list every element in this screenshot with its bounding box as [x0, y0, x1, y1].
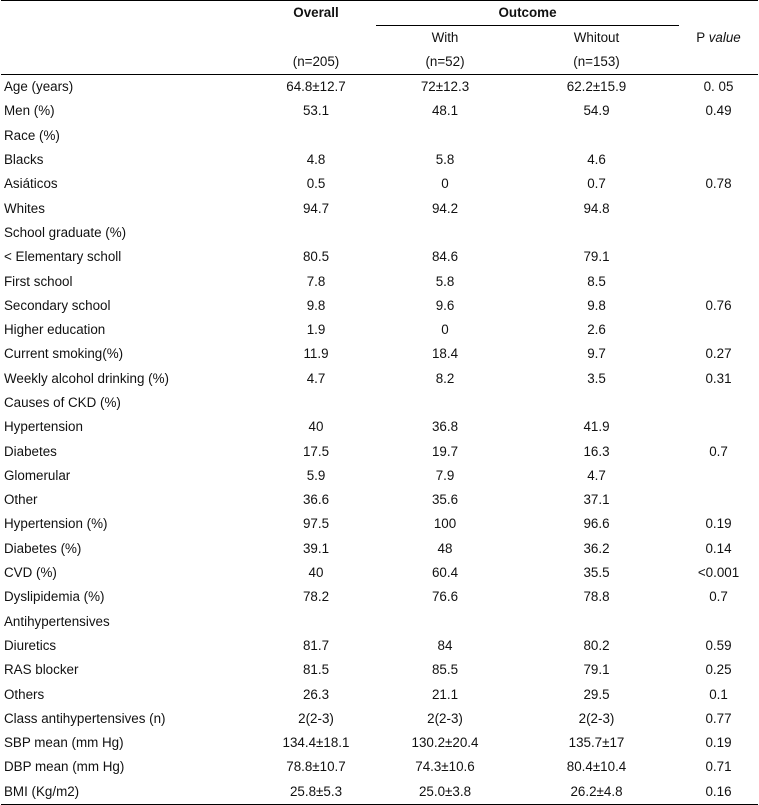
- row-label: First school: [4, 273, 73, 289]
- cell-whitout: 2(2-3): [578, 710, 615, 726]
- table-row: [1, 707, 758, 731]
- cell-overall: 81.5: [302, 662, 330, 678]
- header-n-overall: (n=205): [256, 50, 376, 75]
- cell-p-value: 0.7: [709, 443, 728, 459]
- row-label: BMI (Kg/m2): [1, 780, 256, 805]
- cell-whitout: 78.8: [583, 589, 610, 605]
- header-row-2: [1, 26, 758, 51]
- cell-overall: 25.8±5.3: [256, 780, 376, 805]
- table-row: [1, 464, 758, 488]
- cell-overall: 4.7: [306, 370, 326, 386]
- cell-p-value: 0.14: [705, 540, 732, 556]
- table-row: [1, 634, 758, 658]
- cell-whitout: [514, 610, 679, 634]
- table-row: [1, 342, 758, 366]
- table-row: [1, 148, 758, 172]
- row-label: Current smoking(%): [4, 346, 124, 362]
- header-empty-cell: [1, 50, 256, 75]
- cell-overall: 40: [308, 565, 324, 581]
- header-n-with: (n=52): [376, 50, 514, 75]
- table-row: [1, 196, 758, 220]
- table-row: [1, 755, 758, 779]
- cell-with: 48: [437, 540, 453, 556]
- cell-p-value: [679, 148, 758, 172]
- header-empty-cell: [1, 26, 256, 51]
- cell-whitout: 8.5: [587, 273, 606, 289]
- cell-p-value: <0.001: [697, 565, 740, 581]
- cell-p-value: [679, 391, 758, 415]
- cell-whitout: 37.1: [583, 492, 610, 508]
- table-row: [1, 391, 758, 415]
- cell-p-value: 0.27: [705, 346, 732, 362]
- cell-p-value: [679, 269, 758, 293]
- cell-whitout: 4.7: [587, 467, 606, 483]
- cell-overall: 39.1: [302, 540, 330, 556]
- row-label: Glomerular: [4, 467, 71, 483]
- row-label: SBP mean (mm Hg): [4, 735, 124, 751]
- cell-with: 25.0±3.8: [376, 780, 514, 805]
- cell-with: [376, 391, 514, 415]
- table-body: [1, 75, 758, 805]
- cell-whitout: 9.7: [587, 346, 606, 362]
- row-label: Causes of CKD (%): [4, 395, 121, 410]
- cell-with: 5.8: [435, 152, 455, 168]
- cell-p-value: [679, 610, 758, 634]
- cell-overall: 4.8: [306, 152, 326, 168]
- cell-whitout: 3.5: [587, 370, 606, 386]
- row-label: RAS blocker: [4, 662, 79, 678]
- cell-overall: [256, 610, 376, 634]
- table-row: [1, 658, 758, 682]
- header-whitout: Whitout: [573, 30, 620, 45]
- table-row: [1, 318, 758, 342]
- cell-with: 60.4: [431, 565, 459, 581]
- row-label: Secondary school: [4, 297, 111, 313]
- cell-p-value: [679, 488, 758, 512]
- cell-whitout: 80.4±10.4: [566, 759, 627, 775]
- row-label: Other: [4, 492, 38, 508]
- cell-p-value: [679, 124, 758, 148]
- cell-p-value: [679, 196, 758, 220]
- cell-p-value: 0.49: [705, 103, 732, 119]
- row-label: Asiáticos: [4, 176, 58, 192]
- cell-overall: 64.8±12.7: [286, 79, 346, 95]
- row-label: Men (%): [4, 103, 55, 119]
- cell-p-value: 0.1: [709, 686, 728, 702]
- cell-with: 21.1: [431, 686, 459, 702]
- cell-with: 2(2-3): [427, 710, 463, 726]
- cell-whitout: 79.1: [583, 662, 610, 678]
- table-row: [1, 221, 758, 245]
- cell-overall: 81.7: [302, 637, 330, 653]
- row-label: Hypertension: [4, 419, 83, 435]
- header-empty-cell: [256, 26, 376, 51]
- cell-with: 74.3±10.6: [415, 759, 475, 775]
- header-overall: Overall: [256, 1, 376, 26]
- cell-p-value: 0.76: [705, 297, 732, 313]
- cell-whitout: 80.2: [583, 637, 610, 653]
- cell-whitout: 0.7: [587, 176, 606, 192]
- row-label: Weekly alcohol drinking (%): [4, 370, 169, 386]
- cell-overall: 7.8: [306, 273, 326, 289]
- cell-with: 100: [433, 516, 457, 532]
- cell-p-value: 0.19: [705, 735, 732, 751]
- cell-overall: 40: [308, 419, 324, 435]
- cell-whitout: 41.9: [583, 419, 610, 435]
- cell-overall: 17.5: [302, 443, 330, 459]
- row-label: Whites: [4, 200, 45, 216]
- table-row: [1, 537, 758, 561]
- header-n-whitout: (n=153): [514, 50, 679, 75]
- table-row: [1, 439, 758, 463]
- cell-p-value: 0.78: [705, 176, 732, 192]
- characteristics-table: [1, 0, 758, 805]
- cell-whitout: [514, 124, 679, 148]
- cell-with: 9.6: [435, 297, 455, 313]
- cell-overall: 9.8: [306, 297, 326, 313]
- cell-p-value: 0.19: [705, 516, 732, 532]
- cell-with: 85.5: [431, 662, 459, 678]
- cell-whitout: 26.2±4.8: [514, 780, 679, 805]
- table-row: [1, 610, 758, 634]
- cell-with: [376, 124, 514, 148]
- cell-with: [376, 221, 514, 245]
- header-empty-cell: [679, 50, 758, 75]
- row-label: Dyslipidemia (%): [4, 589, 105, 605]
- cell-p-value: [679, 415, 758, 439]
- header-row-1: [1, 1, 758, 26]
- cell-with: 84.6: [431, 249, 459, 265]
- cell-with: 0: [441, 322, 449, 338]
- cell-with: 94.2: [431, 200, 459, 216]
- cell-whitout: 2.6: [587, 322, 606, 338]
- cell-overall: 5.9: [306, 467, 326, 483]
- cell-p-value: [679, 464, 758, 488]
- table-row: [1, 245, 758, 269]
- cell-overall: 26.3: [302, 686, 330, 702]
- table-row: [1, 585, 758, 609]
- header-p-italic: value: [708, 29, 741, 45]
- cell-whitout: 54.9: [583, 103, 610, 119]
- table-row: [1, 561, 758, 585]
- cell-overall: 134.4±18.1: [282, 735, 350, 751]
- cell-whitout: 29.5: [583, 686, 610, 702]
- cell-with: 18.4: [431, 346, 459, 362]
- cell-with: 19.7: [431, 443, 459, 459]
- cell-overall: 80.5: [302, 249, 330, 265]
- cell-overall: 97.5: [302, 516, 330, 532]
- cell-p-value: 0.7: [709, 589, 728, 605]
- table-row: [1, 682, 758, 706]
- cell-whitout: 4.6: [587, 152, 606, 168]
- table-row: [1, 99, 758, 123]
- cell-p-value: 0.71: [705, 759, 732, 775]
- cell-whitout: 36.2: [583, 540, 610, 556]
- row-label: Diuretics: [4, 637, 57, 653]
- cell-whitout: 16.3: [583, 443, 610, 459]
- header-empty-cell: [679, 1, 758, 26]
- row-label: Class antihypertensives (n): [4, 710, 166, 726]
- cell-with: 5.8: [435, 273, 455, 289]
- cell-with: 84: [437, 637, 453, 653]
- table-row: [1, 269, 758, 293]
- cell-with: [376, 610, 514, 634]
- cell-overall: 94.7: [302, 200, 330, 216]
- cell-whitout: 79.1: [583, 249, 610, 265]
- row-label: DBP mean (mm Hg): [4, 759, 125, 775]
- cell-p-value: 0.25: [705, 662, 732, 678]
- cell-whitout: [514, 391, 679, 415]
- table-row: [1, 124, 758, 148]
- cell-with: 130.2±20.4: [411, 735, 479, 751]
- header-outcome: Outcome: [376, 1, 679, 26]
- cell-p-value: 0.59: [705, 637, 732, 653]
- table-row: [1, 512, 758, 536]
- table-row: [1, 75, 758, 100]
- cell-whitout: 96.6: [583, 516, 610, 532]
- row-label: Diabetes: [4, 443, 57, 459]
- row-label: < Elementary scholl: [4, 249, 122, 265]
- cell-p-value: 0.31: [705, 370, 732, 386]
- cell-with: 36.8: [431, 419, 459, 435]
- header-with: With: [431, 30, 459, 45]
- cell-p-value: 0.16: [679, 780, 758, 805]
- cell-overall: [256, 124, 376, 148]
- cell-with: 35.6: [431, 492, 459, 508]
- cell-overall: 78.8±10.7: [286, 759, 346, 775]
- row-label: Hypertension (%): [4, 516, 108, 532]
- table-row: [1, 488, 758, 512]
- cell-with: 7.9: [435, 467, 455, 483]
- row-label: Race (%): [4, 127, 60, 143]
- cell-p-value: 0.77: [705, 710, 732, 726]
- row-label: Diabetes (%): [4, 540, 82, 556]
- row-label: Others: [4, 686, 45, 702]
- cell-overall: 78.2: [302, 589, 330, 605]
- cell-overall: 36.6: [302, 492, 330, 508]
- cell-whitout: 135.7±17: [568, 735, 625, 751]
- cell-with: 8.2: [435, 370, 455, 386]
- cell-whitout: 94.8: [583, 200, 610, 216]
- header-empty-cell: [1, 1, 256, 26]
- header-row-3: [1, 50, 758, 75]
- row-label: CVD (%): [4, 565, 57, 581]
- cell-with: 48.1: [431, 103, 459, 119]
- cell-whitout: 62.2±15.9: [566, 79, 627, 95]
- cell-p-value: 0. 05: [703, 79, 734, 95]
- header-p-value: [679, 26, 758, 51]
- cell-overall: 2(2-3): [298, 710, 334, 726]
- row-label: Higher education: [4, 322, 106, 338]
- cell-with: 0: [441, 176, 449, 192]
- row-label: Blacks: [4, 152, 44, 168]
- row-label: Age (years): [4, 79, 74, 95]
- cell-p-value: [679, 245, 758, 269]
- cell-p-value: [679, 221, 758, 245]
- cell-overall: 1.9: [306, 322, 326, 338]
- row-label: School graduate (%): [4, 224, 127, 240]
- header-p-prefix: P: [696, 29, 705, 45]
- row-label: Antihypertensives: [4, 613, 110, 629]
- table-row: [1, 367, 758, 391]
- cell-whitout: [514, 221, 679, 245]
- cell-overall: 11.9: [303, 346, 329, 362]
- cell-overall: 53.1: [302, 103, 330, 119]
- cell-whitout: 9.8: [587, 297, 606, 313]
- cell-with: 76.6: [431, 589, 459, 605]
- table-row: [1, 731, 758, 755]
- cell-overall: [256, 221, 376, 245]
- cell-p-value: [679, 318, 758, 342]
- table-row: [1, 172, 758, 196]
- cell-whitout: 35.5: [583, 565, 610, 581]
- cell-overall: 0.5: [306, 176, 326, 192]
- table-header: [1, 1, 758, 75]
- cell-with: 72±12.3: [420, 79, 470, 95]
- table-row: [1, 415, 758, 439]
- cell-overall: [256, 391, 376, 415]
- table-row: [1, 294, 758, 318]
